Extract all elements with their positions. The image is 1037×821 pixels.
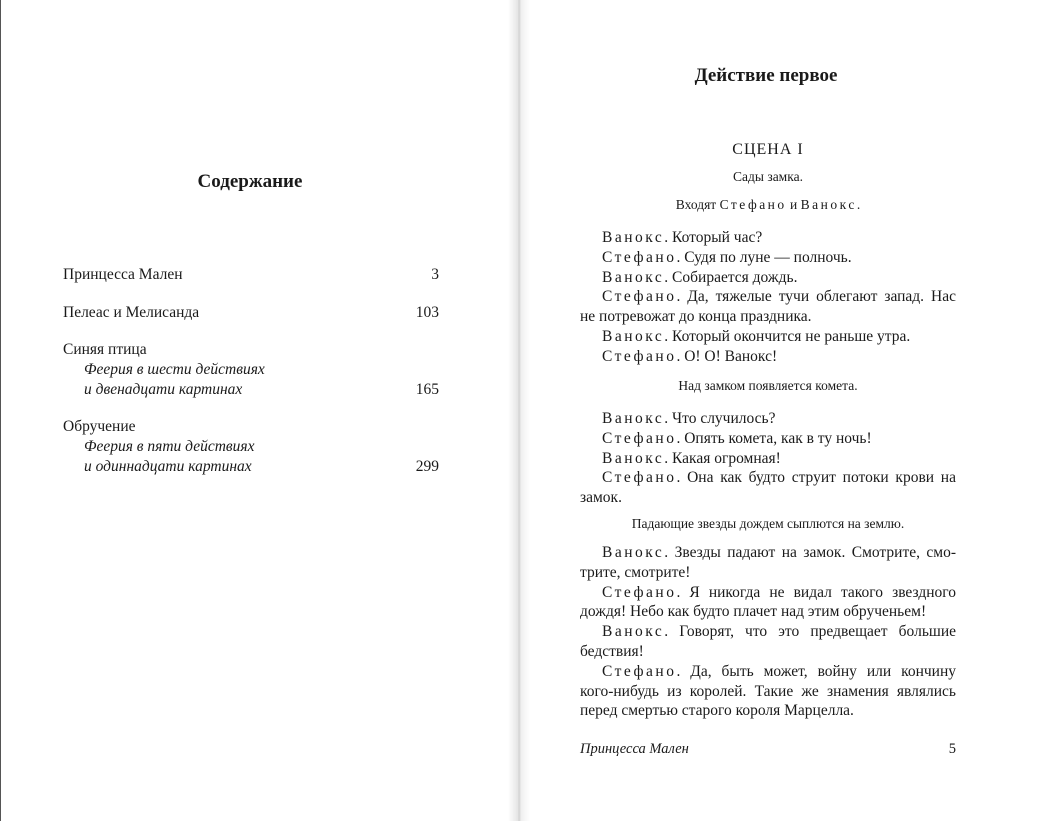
dialogue-text: . Звезды падают на замок. Смотрите, смо-трите, смотрите!: [580, 544, 956, 581]
dialogue-text: . Да, тяжелые тучи облегают запад. Нас не потревожат до конца праздника.: [580, 288, 956, 326]
toc-entry-subtitle: Феерия в пяти действиях: [84, 438, 255, 455]
dialogue-line: [580, 409, 956, 429]
toc-entry-page: 103: [415, 304, 439, 321]
speaker-name: Ванокс: [602, 327, 665, 345]
toc-entry-title: Обручение: [63, 418, 136, 435]
dialogue-text: . Я никогда не видал такого звездного дождя! Небо как будто плачет над этим обрученьем!: [580, 583, 956, 621]
dialogue-text: . Опять комета, как в ту ночь!: [676, 429, 872, 447]
speaker-name: Ванокс: [800, 197, 857, 212]
toc-entry-page: 299: [415, 458, 439, 475]
dialogue-line: [580, 248, 956, 268]
enter-and: и: [786, 197, 801, 212]
left-page: [0, 0, 518, 821]
speaker-name: Ванокс: [602, 410, 665, 427]
speaker-name: Стефано: [602, 288, 677, 306]
dialogue-text: . Собирается дождь.: [664, 268, 798, 286]
toc-title: Содержание: [197, 171, 303, 192]
dialogue-line: [580, 583, 956, 623]
dialogue-text: . Говорят, что это предвещает большие бедствия!: [580, 623, 956, 660]
speaker-name: Ванокс: [602, 623, 665, 641]
speaker-name: Стефано: [602, 469, 677, 487]
dialogue-text: . О! О! Ванокс!: [676, 347, 778, 365]
dialogue-line: [580, 228, 956, 248]
act-title: Действие первое: [694, 65, 838, 86]
dialogue-text: . Который окончится не раньше утра.: [664, 327, 911, 345]
dialogue-line: [580, 468, 956, 508]
speaker-name: Ванокс: [602, 229, 665, 246]
speaker-name: Стефано: [602, 583, 677, 601]
toc-entry-3[interactable]: [63, 340, 439, 400]
speaker-name: Стефано: [602, 429, 677, 447]
dialogue-text: . Да, быть может, войну или кончину кого-нибудь из королей. Такие же знамения являлись перед смертью старого короля Марцелла.: [580, 662, 956, 720]
toc-entry-title: Пелеас и Мелисанда: [63, 304, 200, 321]
speaker-name: Ванокс: [602, 544, 665, 561]
book-gutter-shadow: [508, 0, 530, 821]
dialogue-line: [580, 543, 956, 583]
scene-title: СЦЕНА I: [732, 141, 804, 158]
running-title: Принцесса Мален: [580, 741, 689, 757]
speaker-name: Стефано: [719, 197, 787, 212]
dialogue-line: [580, 662, 956, 721]
toc-entry-2[interactable]: [63, 303, 439, 323]
right-page: [518, 0, 1037, 821]
scene-header: [580, 141, 956, 213]
speaker-name: Стефано: [602, 347, 677, 365]
toc-entry-subtitle: Феерия в шести действиях: [84, 361, 265, 378]
dialogue-text: . Который час?: [664, 229, 763, 246]
enter-prefix: Входят: [675, 197, 720, 212]
toc-entry-subtitle: и двенадцати картинах: [84, 381, 243, 398]
dialogue-block-c: [580, 543, 956, 721]
toc-entry-1[interactable]: [63, 265, 439, 285]
toc-entry-title: Принцесса Мален: [63, 266, 183, 283]
toc-entry-page: 165: [415, 381, 439, 398]
dialogue-text: . Судя по луне — полночь.: [676, 248, 852, 266]
dialogue-block-a: [580, 228, 956, 367]
enter-line: [580, 197, 956, 213]
page-number: 5: [948, 741, 956, 757]
speaker-name: Ванокс: [602, 268, 665, 286]
dialogue-line: [580, 327, 956, 347]
dialogue-line: [580, 347, 956, 367]
setting-line: Сады замка.: [733, 169, 803, 184]
toc-entry-4[interactable]: [63, 417, 439, 477]
toc-entry-subtitle: и одиннадцати картинах: [84, 458, 252, 475]
speaker-name: Ванокс: [602, 449, 665, 467]
page-footer: [580, 741, 956, 758]
dialogue-text: . Какая огромная!: [664, 449, 781, 467]
enter-dot: .: [856, 197, 861, 212]
stage-direction-2: Падающие звезды дождем сыплются на землю.: [631, 516, 905, 531]
dialogue-line: [580, 287, 956, 327]
dialogue-line: [580, 268, 956, 288]
dialogue-line: [580, 429, 956, 449]
dialogue-text: . Она как будто струит потоки крови на замок.: [580, 469, 956, 507]
toc-entry-page: 3: [431, 266, 439, 283]
speaker-name: Стефано: [602, 248, 677, 266]
dialogue-line: [580, 449, 956, 469]
dialogue-text: . Что случилось?: [664, 410, 776, 427]
speaker-name: Стефано: [602, 662, 677, 680]
stage-direction-1: Над замком появляется комета.: [678, 378, 858, 393]
toc-entry-title: Синяя птица: [63, 341, 147, 358]
dialogue-block-b: [580, 409, 956, 508]
dialogue-line: [580, 622, 956, 662]
